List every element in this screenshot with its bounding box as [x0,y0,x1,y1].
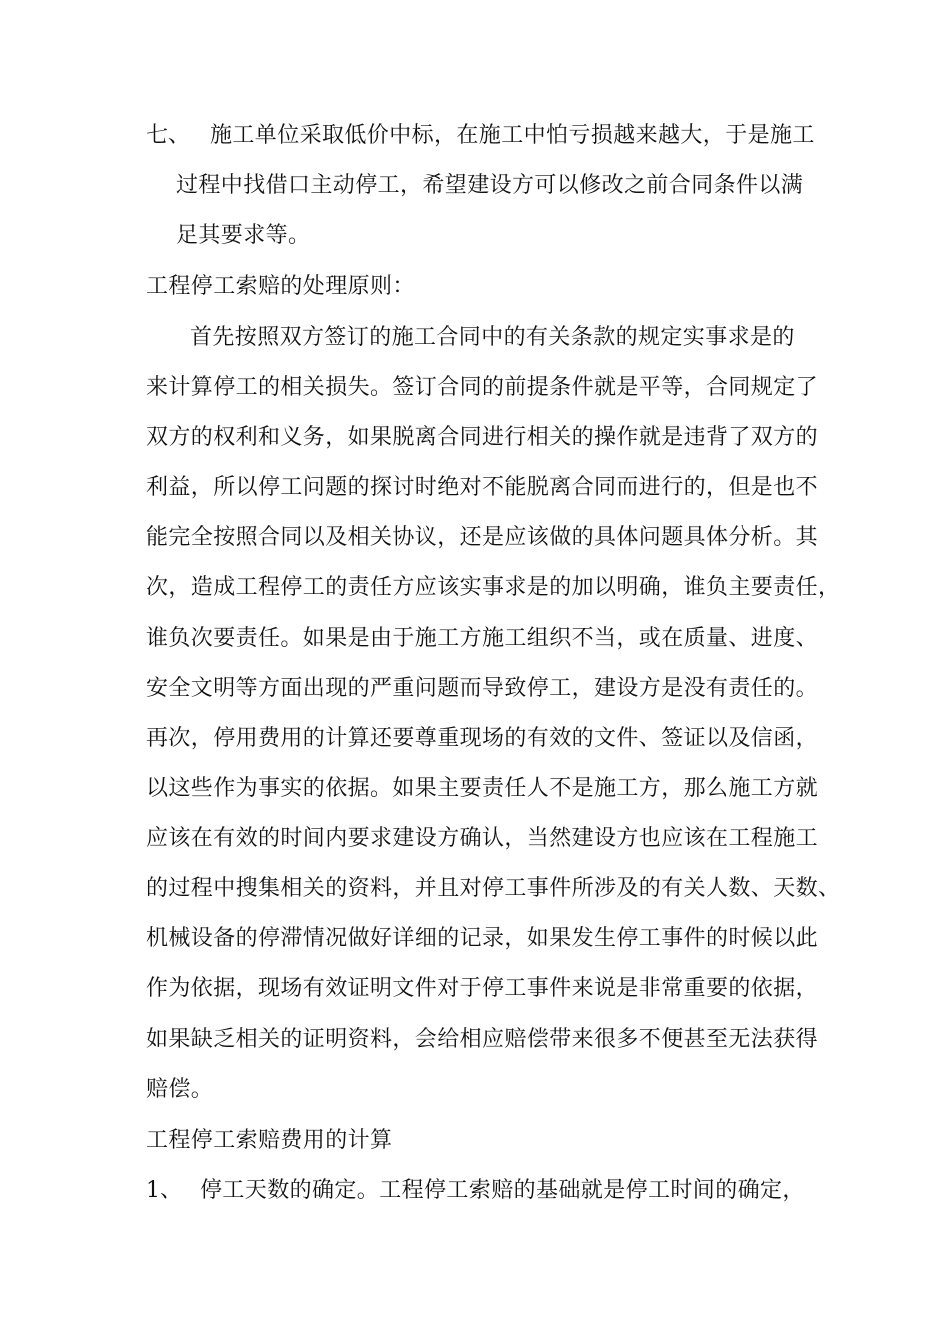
principles-line-11: 应该在有效的时间内要求建设方确认，当然建设方也应该在工程施工 [146,826,819,851]
principles-line-8: 安全文明等方面出现的严重问题而导致停工，建设方是没有责任的。 [146,676,819,701]
principles-line-15: 如果缺乏相关的证明资料，会给相应赔偿带来很多不便甚至无法获得 [146,1027,819,1052]
principles-line-9: 再次，停用费用的计算还要尊重现场的有效的文件、签证以及信函， [146,726,819,751]
principles-line-4: 利益，所以停工问题的探讨时绝对不能脱离合同而进行的，但是也不 [146,475,819,500]
item7-line-3: 足其要求等。 [176,223,311,248]
principles-line-10: 以这些作为事实的依据。如果主要责任人不是施工方，那么施工方就 [146,776,819,801]
principles-line-14: 作为依据，现场有效证明文件对于停工事件来说是非常重要的依据， [146,976,819,1001]
principles-line-13: 机械设备的停滞情况做好详细的记录，如果发生停工事件的时候以此 [146,926,819,951]
calculation-heading: 工程停工索赔费用的计算 [146,1128,393,1153]
calculation-item1-number: 1、 [146,1178,182,1203]
principles-line-12: 的过程中搜集相关的资料，并且对停工事件所涉及的有关人数、天数、 [146,876,841,901]
item7-line-1: 施工单位采取低价中标，在施工中怕亏损越来越大，于是施工 [210,123,815,148]
principles-line-6: 次，造成工程停工的责任方应该实事求是的加以明确，谁负主要责任， [146,575,841,600]
principles-line-7: 谁负次要责任。如果是由于施工方施工组织不当，或在质量、进度、 [146,626,819,651]
principles-line-5: 能完全按照合同以及相关协议，还是应该做的具体问题具体分析。其 [146,525,819,550]
principles-heading: 工程停工索赔的处理原则： [146,274,415,299]
principles-line-3: 双方的权利和义务，如果脱离合同进行相关的操作就是违背了双方的 [146,425,819,450]
principles-line-2: 来计算停工的相关损失。签订合同的前提条件就是平等，合同规定了 [146,375,819,400]
calculation-item1-text: 停工天数的确定。工程停工索赔的基础就是停工时间的确定， [200,1178,805,1203]
item7-line-2: 过程中找借口主动停工，希望建设方可以修改之前合同条件以满 [176,173,804,198]
principles-line-16: 赔偿。 [146,1077,214,1102]
item7-number: 七、 [146,123,191,148]
principles-line-1: 首先按照双方签订的施工合同中的有关条款的规定实事求是的 [190,325,795,350]
